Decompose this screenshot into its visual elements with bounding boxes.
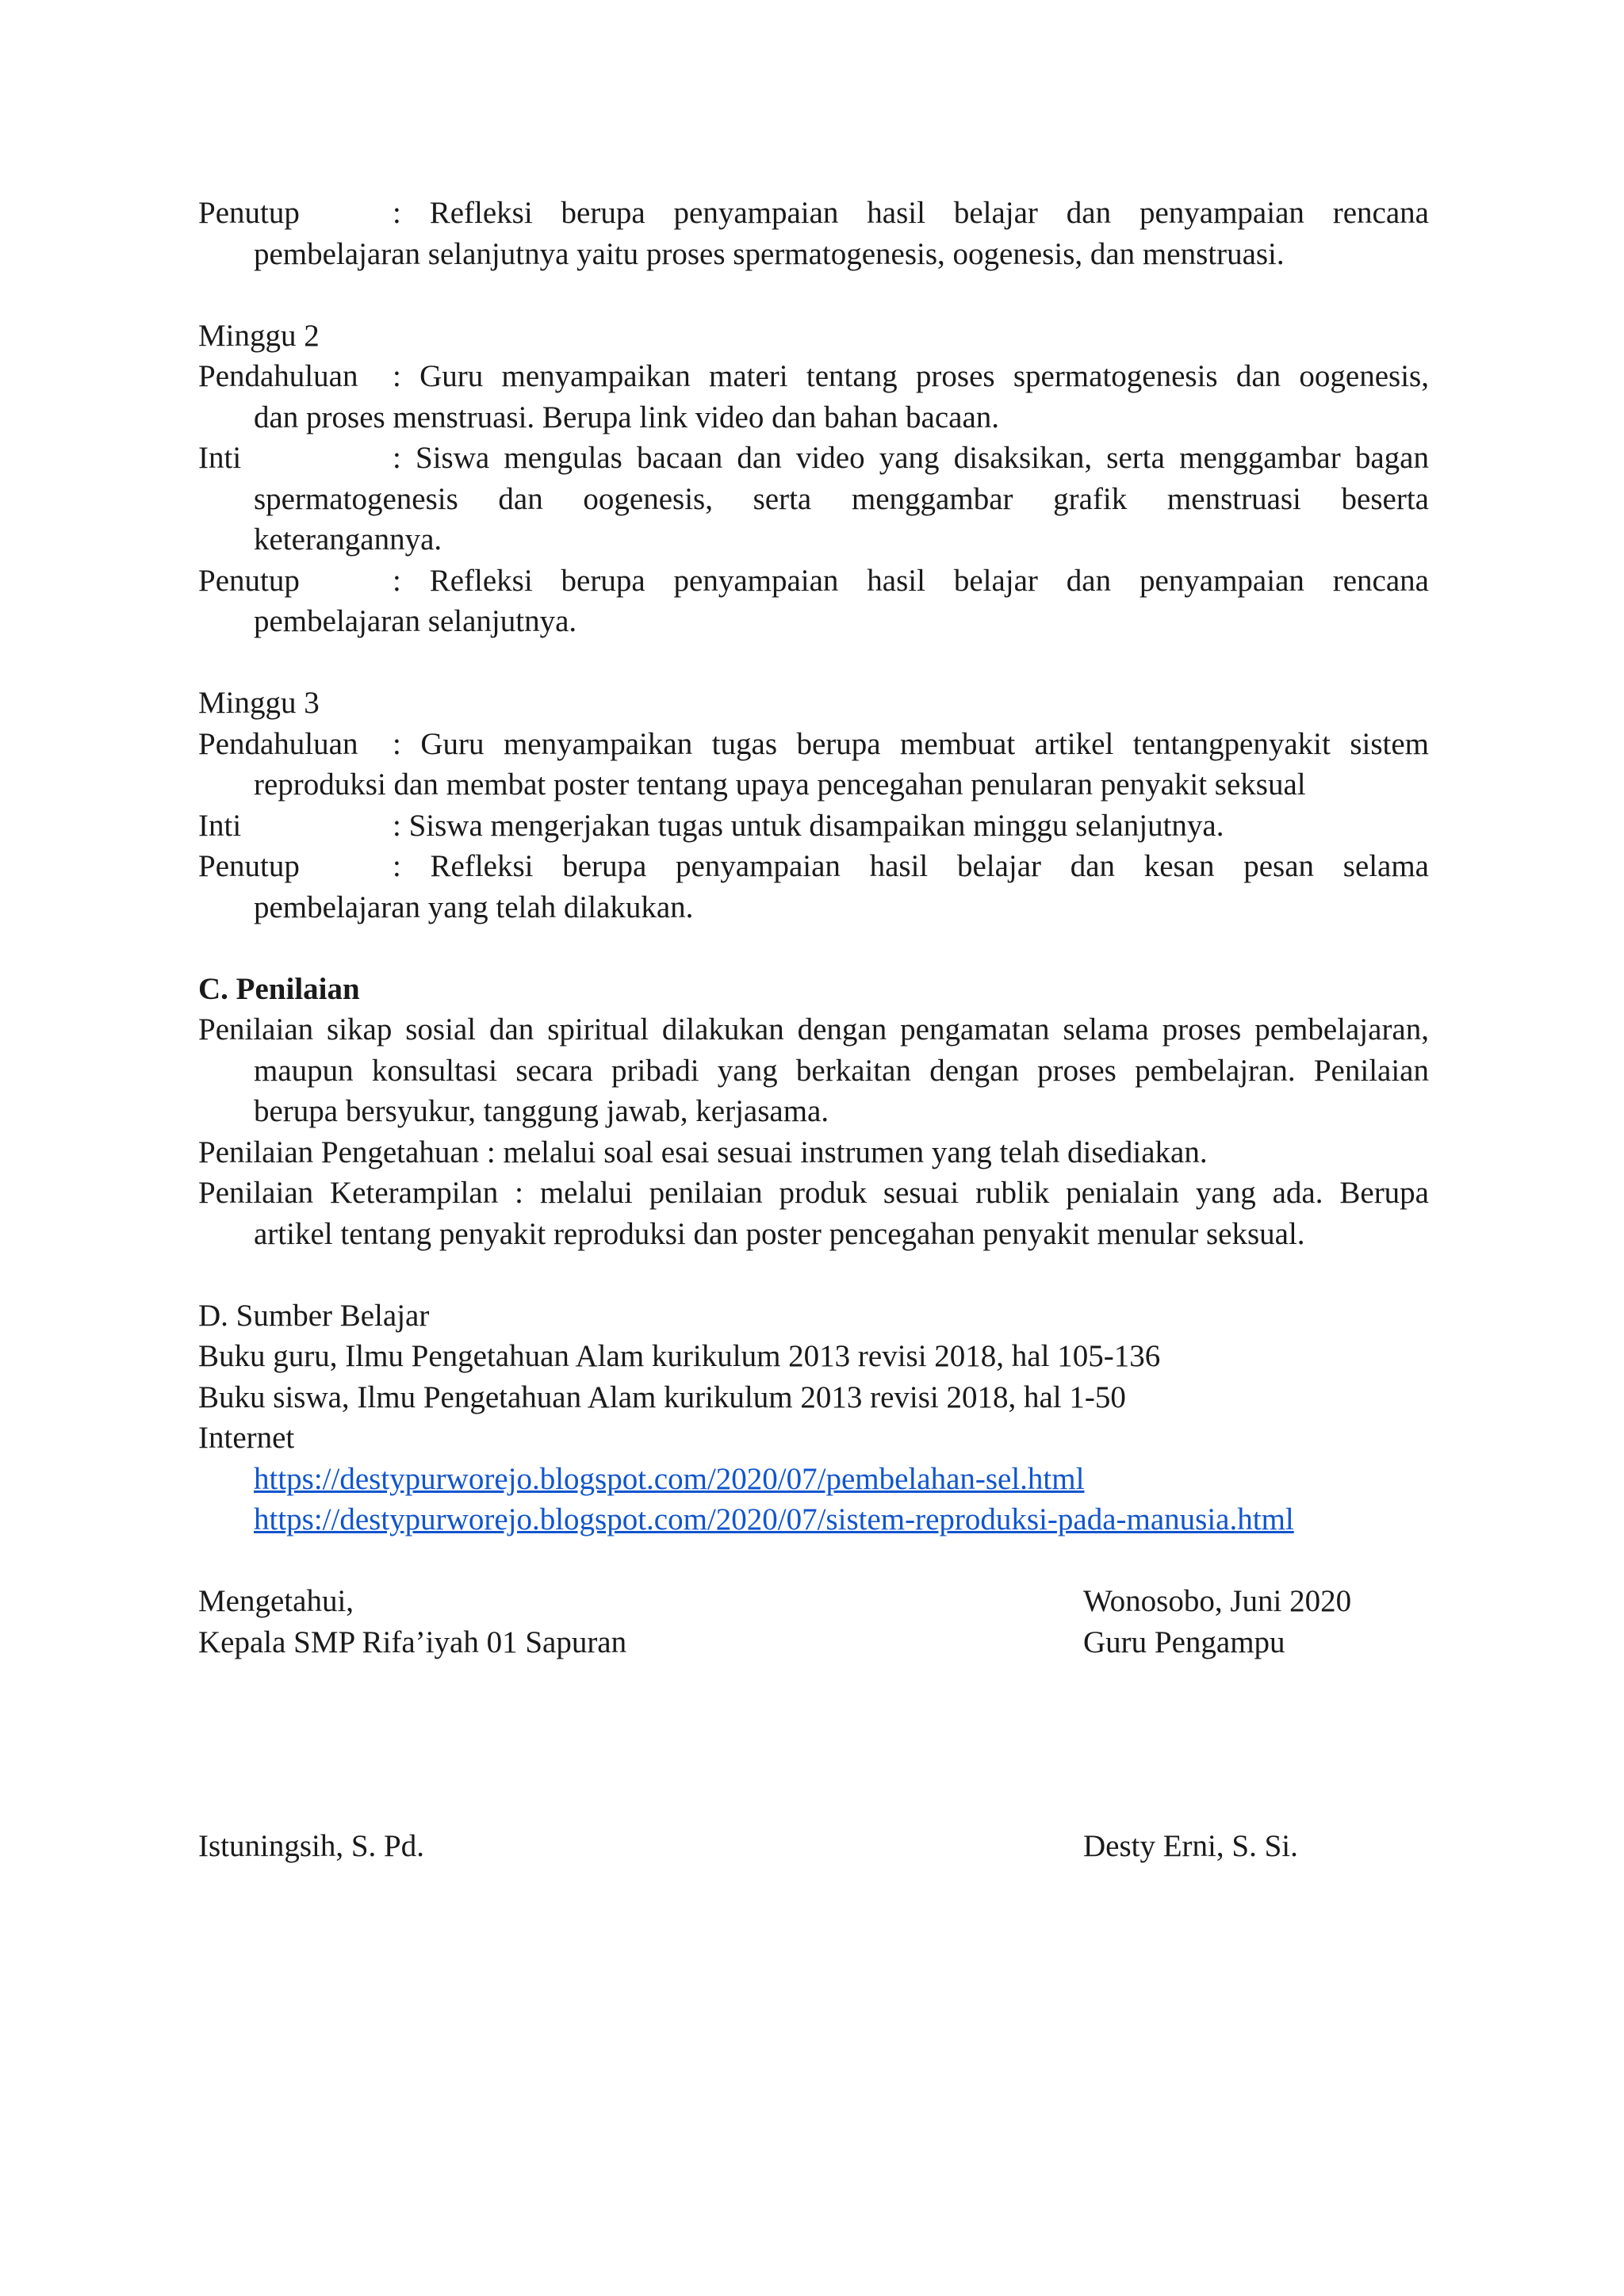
place-date: Wonosobo, Juni 2020 [1083, 1584, 1352, 1618]
assessment-paragraph-1-line-2: maupun konsultasi secara pribadi yang berkaitan dengan proses pembelajran. Penilaian [254, 1053, 1429, 1088]
week2-closing-continuation: pembelajaran selanjutnya. [254, 604, 577, 638]
week3-intro-row [198, 724, 1429, 765]
week3-intro-text: : Guru menyampaikan tugas berupa membuat artikel tentangpenyakit sistem [393, 726, 1429, 761]
week1-closing-continuation: pembelajaran selanjutnya yaitu proses spermatogenesis, oogenesis, dan menstruasi. [254, 236, 1285, 271]
principal-name: Istuningsih, S. Pd. [198, 1829, 424, 1863]
week3-core-row [198, 806, 1429, 847]
week2-intro-label: Pendahuluan [198, 359, 358, 393]
week2-closing-row [198, 561, 1429, 602]
signature-role-row [198, 1622, 1429, 1663]
week1-closing-label: Penutup [198, 196, 300, 230]
week3-intro-label: Pendahuluan [198, 726, 358, 761]
week2-intro-text: : Guru menyampaikan materi tentang proses spermatogenesis dan oogenesis, [393, 359, 1429, 393]
assessment-paragraph-1-line-3: berupa bersyukur, tanggung jawab, kerjasama. [254, 1094, 829, 1128]
week2-core-continuation: spermatogenesis dan oogenesis, serta menggambar grafik menstruasi beserta [254, 481, 1429, 516]
signature-name-row [198, 1826, 1429, 1867]
assessment-knowledge: Penilaian Pengetahuan : melalui soal esai sesuai instrumen yang telah disediakan. [198, 1135, 1208, 1169]
sources-heading: D. Sumber Belajar [198, 1298, 430, 1333]
signature-header-row [198, 1581, 1429, 1622]
week2-core-label: Inti [198, 441, 242, 475]
week2-closing-label: Penutup [198, 563, 300, 598]
assessment-skills-line-2: artikel tentang penyakit reproduksi dan poster pencegahan penyakit menular seksual. [254, 1216, 1305, 1251]
week2-intro-row [198, 356, 1429, 397]
week2-intro-continuation: dan proses menstruasi. Berupa link video dan bahan bacaan. [254, 400, 1000, 434]
assessment-heading: C. Penilaian [198, 971, 360, 1006]
source-internet-label: Internet [198, 1421, 295, 1455]
week3-closing-row [198, 846, 1429, 887]
source-link-1[interactable]: https://destypurworejo.blogspot.com/2020/07/pembelahan-sel.html [254, 1461, 1085, 1496]
source-link-2[interactable]: https://destypurworejo.blogspot.com/2020/07/sistem-reproduksi-pada-manusia.html [254, 1502, 1294, 1536]
week2-title: Minggu 2 [198, 318, 320, 353]
week3-intro-continuation: reproduksi dan membat poster tentang upaya pencegahan penularan penyakit seksual [254, 767, 1306, 802]
source-student-book: Buku siswa, Ilmu Pengetahuan Alam kurikulum 2013 revisi 2018, hal 1-50 [198, 1380, 1126, 1414]
week3-closing-text: : Refleksi berupa penyampaian hasil belajar dan kesan pesan selama [393, 849, 1429, 883]
assessment-paragraph-1-line-1: Penilaian sikap sosial dan spiritual dilakukan dengan pengamatan selama proses pembelajaran, [198, 1012, 1429, 1047]
document-body [198, 193, 1429, 1867]
week1-closing-text: : Refleksi berupa penyampaian hasil belajar dan penyampaian rencana [393, 196, 1429, 230]
assessment-skills-line-1: Penilaian Keterampilan : melalui penilaian produk sesuai rublik penialain yang ada. Berupa [198, 1176, 1429, 1210]
principal-role: Kepala SMP Rifa’iyah 01 Sapuran [198, 1624, 627, 1659]
week2-core-text: : Siswa mengulas bacaan dan video yang disaksikan, serta menggambar bagan [393, 441, 1429, 475]
source-teacher-book: Buku guru, Ilmu Pengetahuan Alam kurikulum 2013 revisi 2018, hal 105-136 [198, 1339, 1161, 1373]
week2-closing-text: : Refleksi berupa penyampaian hasil belajar dan penyampaian rencana [393, 563, 1429, 598]
week2-core-row [198, 438, 1429, 479]
acknowledged-label: Mengetahui, [198, 1584, 354, 1618]
week1-closing-row [198, 193, 1429, 234]
source-link-2-row [198, 1499, 1429, 1540]
week3-core-text: : Siswa mengerjakan tugas untuk disampaikan minggu selanjutnya. [393, 808, 1224, 843]
week3-core-label: Inti [198, 808, 242, 843]
teacher-role: Guru Pengampu [1083, 1624, 1285, 1659]
source-link-1-row [198, 1459, 1429, 1500]
week2-core-continuation-2: keterangannya. [254, 522, 442, 557]
teacher-name: Desty Erni, S. Si. [1083, 1829, 1298, 1863]
week3-title: Minggu 3 [198, 686, 320, 720]
week3-closing-continuation: pembelajaran yang telah dilakukan. [254, 890, 694, 924]
week3-closing-label: Penutup [198, 849, 300, 883]
